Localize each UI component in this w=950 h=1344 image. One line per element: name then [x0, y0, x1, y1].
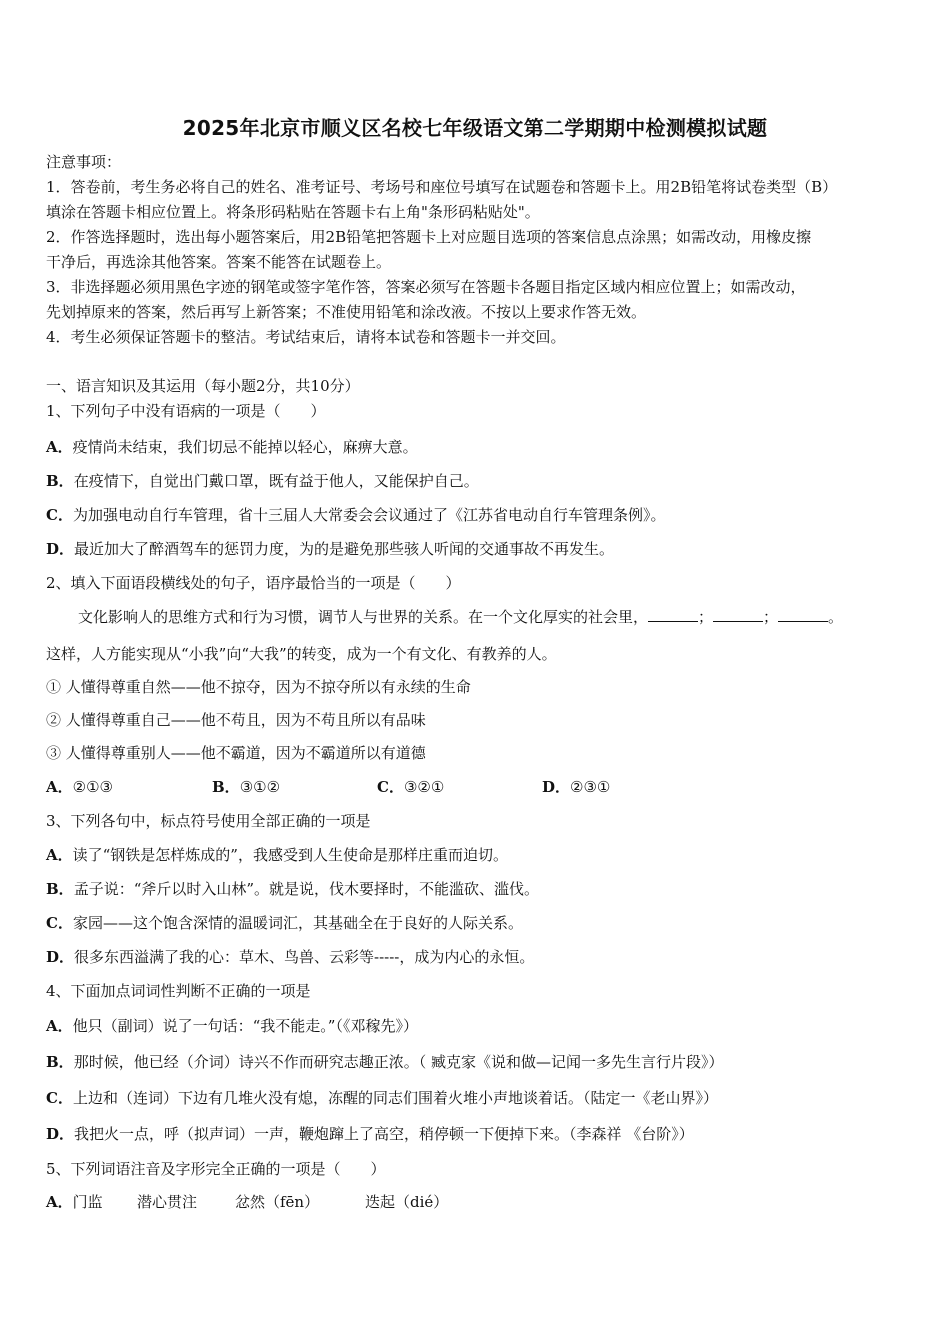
- notice-heading: 注意事项：: [46, 153, 122, 171]
- option-a-word-4: 迭起（dié）: [365, 1193, 449, 1211]
- option-text: 门监: [72, 1193, 103, 1211]
- option-label: D．: [46, 540, 75, 558]
- option-text: 在疫情下，自觉出门戴口罩，既有益于他人，又能保护自己。: [73, 472, 479, 490]
- question-2-passage: [78, 607, 938, 627]
- option-label: D．: [46, 948, 75, 966]
- question-2-item: ① 人懂得尊重自然——他不掠夺，因为不掠夺所以有永续的生命: [46, 678, 471, 696]
- notice-line: 先划掉原来的答案，然后再写上新答案；不准使用铅笔和涂改液。不按以上要求作答无效。: [46, 303, 647, 321]
- option-text: 为加强电动自行车管理，省十三届人大常委会会议通过了《江苏省电动自行车管理条例》。: [72, 506, 666, 524]
- option-label: D．: [46, 1125, 75, 1143]
- answer-blank: [713, 607, 763, 622]
- question-1-option-d: [46, 539, 916, 559]
- page-title: 2025年北京市顺义区名校七年级语文第二学期期中检测模拟试题: [182, 116, 768, 140]
- question-3-stem: 3、下列各句中，标点符号使用全部正确的一项是: [46, 812, 371, 830]
- option-text: 上边和（连词）下边有几堆火没有熄，冻醒的同志们围着火堆小声地谈着话。（陆定一《老山界》）: [72, 1089, 718, 1107]
- option-label: A．: [46, 438, 73, 456]
- option-a-word-2: 潜心贯注: [137, 1193, 198, 1211]
- question-4-option-b: [46, 1052, 916, 1072]
- option-text: 最近加大了醉酒驾车的惩罚力度，为的是避免那些骇人听闻的交通事故不再发生。: [74, 540, 615, 558]
- option-text: ③①②: [239, 778, 281, 796]
- option-text: 那时候，他已经（介词）诗兴不作而研究志趣正浓。（ 臧克家《说和做—记闻一多先生言行片段》）: [73, 1053, 724, 1071]
- question-1-option-c: [46, 505, 916, 525]
- notice-line: 1．答卷前，考生务必将自己的姓名、准考证号、考场号和座位号填写在试题卷和答题卡上。用2B铅笔将试卷类型（B）: [46, 178, 838, 196]
- answer-blank: [648, 607, 698, 622]
- option-text: 他只（副词）说了一句话：“我不能走。”（《邓稼先》）: [72, 1017, 418, 1035]
- option-label: A．: [46, 846, 73, 864]
- option-text: 疫情尚未结束，我们切忌不能掉以轻心，麻痹大意。: [72, 438, 418, 456]
- question-2-option-a: [46, 777, 113, 797]
- option-a-word-1: [46, 1192, 103, 1212]
- option-label: B．: [212, 778, 240, 796]
- question-3-option-c: [46, 913, 916, 933]
- question-3-option-d: [46, 947, 916, 967]
- question-4-option-c: [46, 1088, 916, 1108]
- option-text: 家园——这个饱含深情的温暖词汇，其基础全在于良好的人际关系。: [72, 914, 523, 932]
- question-2-option-b: [212, 777, 280, 797]
- question-2-item: ② 人懂得尊重自己——他不苟且，因为不苟且所以有品味: [46, 711, 426, 729]
- separator: ；: [763, 608, 779, 626]
- question-2-passage-cont: 这样，人方能实现从“小我”向“大我”的转变，成为一个有文化、有教养的人。: [46, 645, 557, 663]
- option-text: ②③①: [570, 778, 611, 796]
- question-3-option-b: [46, 879, 916, 899]
- section-heading: 一、语言知识及其运用（每小题2分，共10分）: [46, 377, 360, 395]
- separator: ；: [698, 608, 714, 626]
- question-2-item: ③ 人懂得尊重别人——他不霸道，因为不霸道所以有道德: [46, 744, 426, 762]
- option-a-word-3: 忿然（fēn）: [235, 1193, 320, 1211]
- option-label: A．: [46, 1017, 73, 1035]
- option-text: 我把火一点，呼（拟声词）一声，鞭炮蹿上了高空，稍停顿一下便掉下来。（李森祥 《台阶》）: [74, 1125, 694, 1143]
- question-1-option-a: [46, 437, 916, 457]
- notice-line: 3．非选择题必须用黑色字迹的钢笔或签字笔作答，答案必须写在答题卡各题目指定区域内相应位置上；如需改动，: [46, 278, 806, 296]
- question-4-option-a: [46, 1016, 916, 1036]
- notice-line: 4．考生必须保证答题卡的整洁。考试结束后，请将本试卷和答题卡一并交回。: [46, 328, 566, 346]
- option-label: C．: [46, 506, 73, 524]
- option-label: B．: [46, 880, 74, 898]
- option-label: D．: [542, 778, 571, 796]
- question-1-option-b: [46, 471, 916, 491]
- question-4-stem: 4、下面加点词词性判断不正确的一项是: [46, 982, 311, 1000]
- option-label: A．: [46, 778, 73, 796]
- option-label: B．: [46, 472, 74, 490]
- option-label: A．: [46, 1193, 73, 1211]
- notice-line: 填涂在答题卡相应位置上。将条形码粘贴在答题卡右上角"条形码粘贴处"。: [46, 203, 540, 221]
- option-text: ②①③: [72, 778, 113, 796]
- option-text: 很多东西溢满了我的心：草木、鸟兽、云彩等-----，成为内心的永恒。: [74, 948, 535, 966]
- answer-blank: [778, 607, 828, 622]
- question-3-option-a: [46, 845, 916, 865]
- question-1-stem: 1、下列句子中没有语病的一项是（ ）: [46, 402, 326, 420]
- option-text: 孟子说：“斧斤以时入山林”。就是说，伐木要择时，不能滥砍、滥伐。: [73, 880, 540, 898]
- question-2-option-c: [377, 777, 444, 797]
- option-label: C．: [46, 914, 73, 932]
- question-5-stem: 5、下列词语注音及字形完全正确的一项是（ ）: [46, 1160, 386, 1178]
- separator: 。: [828, 608, 844, 626]
- passage-text: 文化影响人的思维方式和行为习惯，调节人与世界的关系。在一个文化厚实的社会里，: [78, 608, 649, 626]
- option-text: ③②①: [403, 778, 445, 796]
- option-label: B．: [46, 1053, 74, 1071]
- question-2-option-d: [542, 777, 610, 797]
- option-text: 读了“钢铁是怎样炼成的”，我感受到人生使命是那样庄重而迫切。: [72, 846, 508, 864]
- question-2-stem: 2、填入下面语段横线处的句子，语序最恰当的一项是（ ）: [46, 574, 461, 592]
- notice-line: 2．作答选择题时，选出每小题答案后，用2B铅笔把答题卡上对应题目选项的答案信息点涂黑；如需改动，用橡皮擦: [46, 228, 812, 246]
- option-label: C．: [46, 1089, 73, 1107]
- option-label: C．: [377, 778, 404, 796]
- notice-line: 干净后，再选涂其他答案。答案不能答在试题卷上。: [46, 253, 392, 271]
- question-4-option-d: [46, 1124, 916, 1144]
